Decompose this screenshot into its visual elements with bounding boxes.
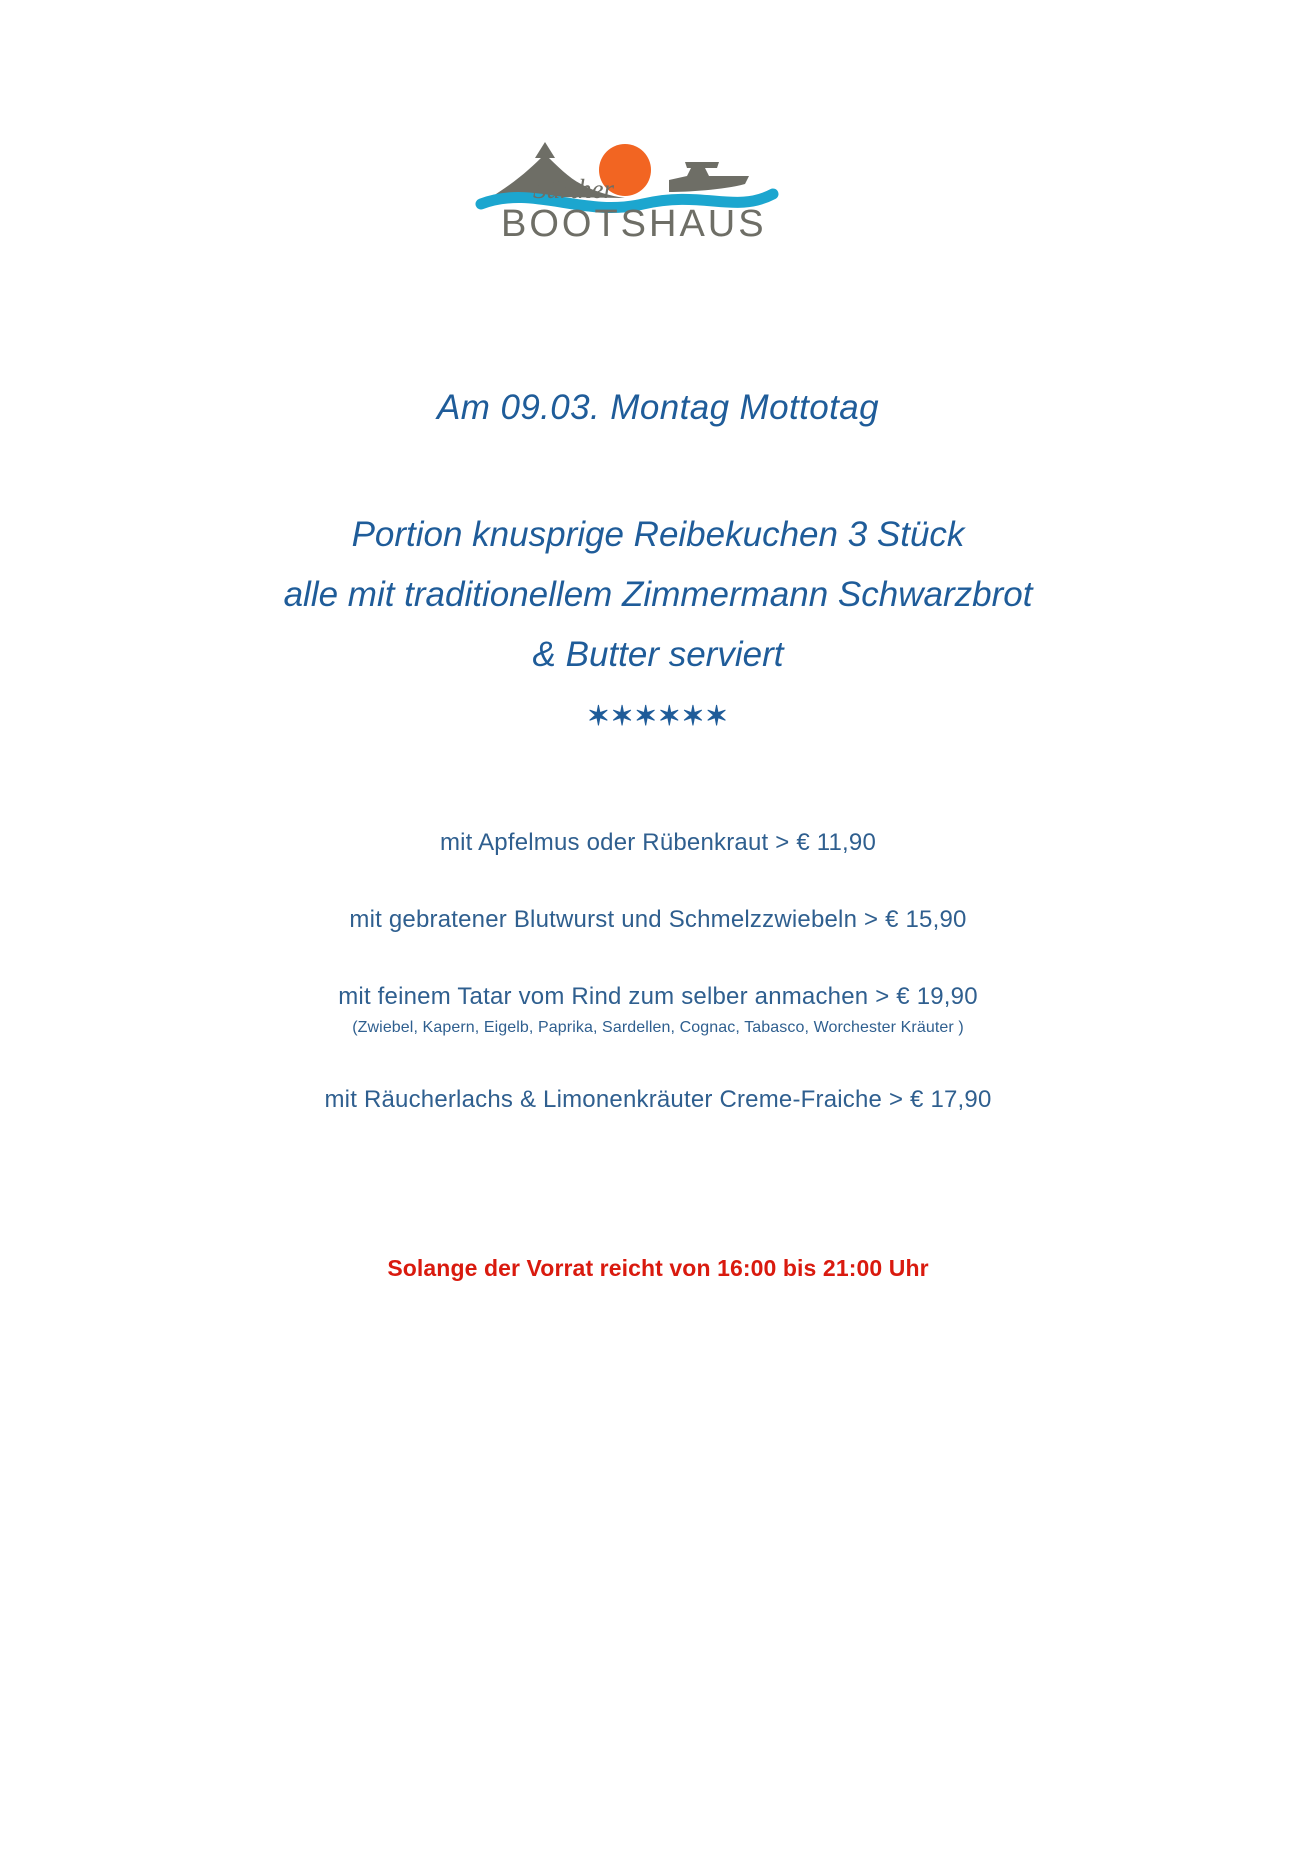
list-item <box>0 982 1316 1038</box>
subtitle-line-3: & Butter serviert <box>532 634 784 674</box>
menu-item-text: mit Räucherlachs & Limonenkräuter Creme-Fraiche > € 17,90 <box>324 1086 992 1113</box>
logo-word-bottom: BOOTSHAUS <box>501 203 767 245</box>
boat-cabin-icon <box>685 162 719 168</box>
menu-item-text: mit gebratener Blutwurst und Schmelzzwiebeln > € 15,90 <box>349 906 967 933</box>
subtitle-block <box>0 505 1316 686</box>
logo-block <box>0 118 1316 248</box>
subtitle-line-1: Portion knusprige Reibekuchen 3 Stück <box>351 514 965 554</box>
boat-icon <box>669 168 749 192</box>
menu-item-ingredients: (Zwiebel, Kapern, Eigelb, Paprika, Sardellen, Cognac, Tabasco, Worchester Kräuter ) <box>352 1019 964 1036</box>
menu-item-text: mit feinem Tatar vom Rind zum selber anmachen > € 19,90 <box>338 983 978 1010</box>
list-item <box>0 1085 1316 1115</box>
menu-item-text: mit Apfelmus oder Rübenkraut > € 11,90 <box>439 829 877 856</box>
availability-note: Solange der Vorrat reicht von 16:00 bis 21:00 Uhr <box>387 1255 929 1281</box>
menu-list <box>0 828 1316 1162</box>
list-item <box>0 905 1316 935</box>
list-item <box>0 828 1316 858</box>
suerther-bootshaus-logo <box>473 118 843 248</box>
logo-word-top: Sürther <box>533 174 614 204</box>
logo-graphic <box>473 118 843 248</box>
peak-icon <box>535 142 555 158</box>
page-title: Am 09.03. Montag Mottotag <box>437 388 879 427</box>
heading-area <box>0 385 1316 732</box>
subtitle-line-2: alle mit traditionellem Zimmermann Schwarzbrot <box>283 574 1033 614</box>
star-divider: ✶✶✶✶✶✶ <box>587 701 729 732</box>
